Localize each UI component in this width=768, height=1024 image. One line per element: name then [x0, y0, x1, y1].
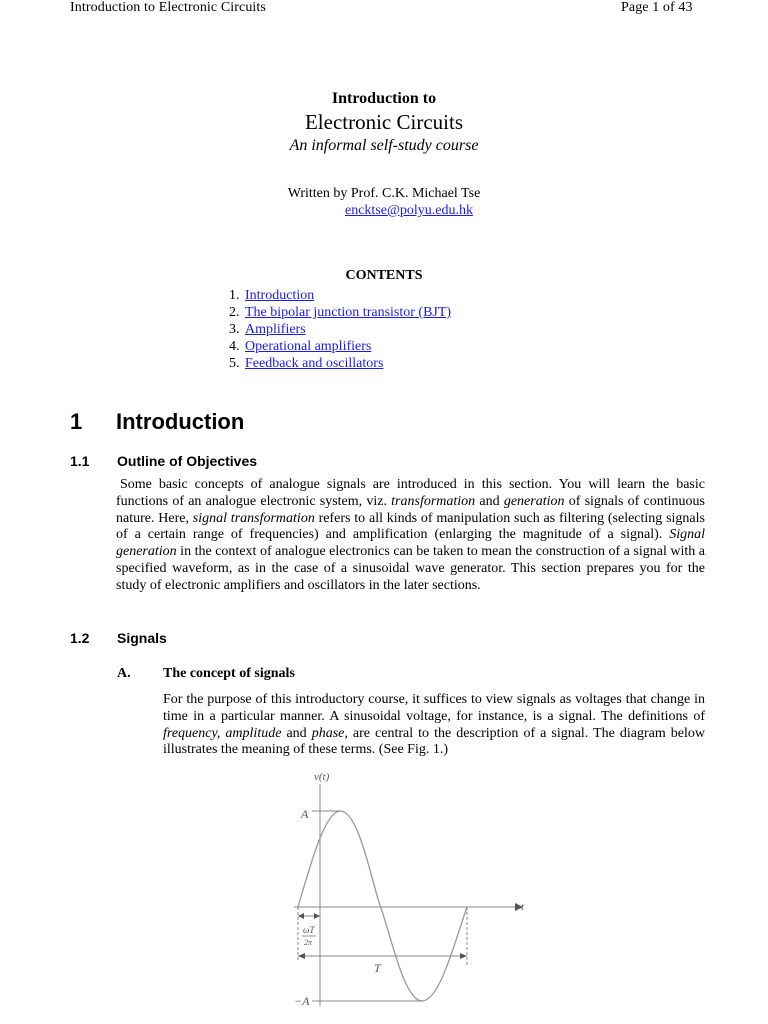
- objectives-paragraph: Some basic concepts of analogue signals are introduced in this section. You will learn the basic functions of an analogue electronic system, viz. transformation and generation of signals of continuous nature. Here, signal transformation refers to all kinds of manipulation such as filtering (selecting signals of a certain range of frequencies) and amplification (enlarging the magnitude of a signal). Signal generation in the context of analogue electronics can be taken to mean the construction of a signal with a specified waveform, as in the case of a sinusoidal wave generator. This section prepares you for the study of electronic amplifiers and oscillators in the later sections.: [116, 477, 705, 593]
- subheading-letter: A.: [117, 666, 131, 681]
- contents-list: [229, 287, 451, 372]
- signals-paragraph: For the purpose of this introductory course, it suffices to view signals as voltages that change in time in a particular manner. A sinusoidal voltage, for instance, is a signal. The definitions of frequency, amplitude and phase, are central to the description of a signal. The diagram below illustrates the meaning of these terms. (See Fig. 1.): [163, 692, 705, 758]
- sinusoid-figure: [270, 766, 540, 1024]
- neg-amplitude-label: −A: [294, 994, 310, 1008]
- subsection-title: Outline of Objectives: [117, 453, 258, 469]
- toc-link-feedback[interactable]: Feedback and oscillators: [245, 356, 384, 371]
- toc-link-amplifiers[interactable]: Amplifiers: [245, 322, 306, 337]
- section-title: Introduction: [116, 409, 245, 434]
- amplitude-label: A: [301, 807, 309, 821]
- toc-link-bjt[interactable]: The bipolar junction transistor (BJT): [245, 305, 452, 320]
- period-label: T: [374, 961, 381, 975]
- email-link[interactable]: encktse@polyu.edu.hk: [345, 203, 473, 218]
- contents-item: 5. Feedback and oscillators: [229, 356, 384, 371]
- toc-link-opamps[interactable]: Operational amplifiers: [245, 339, 372, 354]
- running-header-title: Introduction to Electronic Circuits: [70, 0, 266, 15]
- subtitle: An informal self-study course: [289, 137, 479, 154]
- subsection-number: 1.1: [70, 453, 90, 469]
- contents-heading: CONTENTS: [345, 268, 423, 283]
- subsection-title: Signals: [117, 630, 167, 646]
- y-axis-label: v(t): [314, 771, 330, 783]
- contents-item: 1. Introduction: [229, 288, 315, 303]
- contents-item: 4. Operational amplifiers: [229, 339, 372, 354]
- contents-item: 3. Amplifiers: [229, 322, 306, 337]
- contents-item: 2. The bipolar junction transistor (BJT): [229, 305, 452, 320]
- author: Written by Prof. C.K. Michael Tse: [287, 186, 481, 201]
- phase-label-den: 2π: [304, 938, 313, 947]
- subheading-title: The concept of signals: [163, 666, 295, 681]
- subsection-number: 1.2: [70, 630, 90, 646]
- page-number: Page 1 of 43: [621, 0, 693, 15]
- toc-link-introduction[interactable]: Introduction: [245, 288, 315, 303]
- title-line-2: Electronic Circuits: [304, 110, 464, 134]
- phase-label-num: ωT: [303, 925, 315, 935]
- x-axis-label: t: [521, 901, 525, 913]
- section-number: 1: [70, 409, 83, 434]
- title-line-1: Introduction to: [331, 90, 437, 107]
- sine-curve: [298, 811, 467, 1001]
